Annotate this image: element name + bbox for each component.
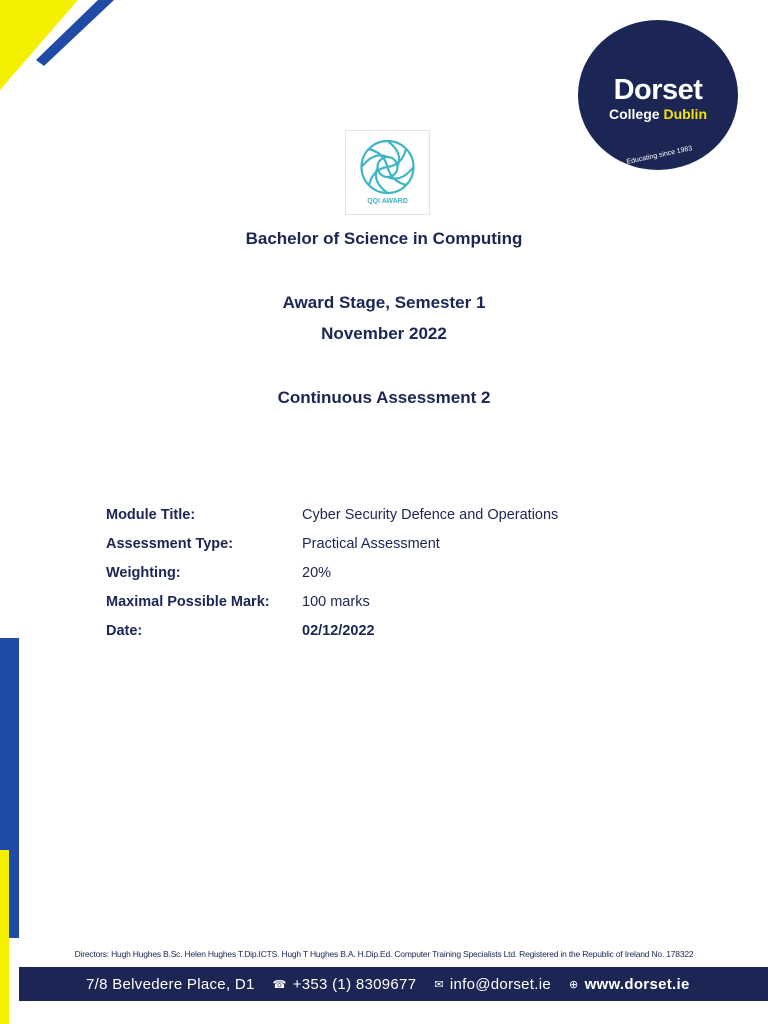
assessment-details [106, 500, 558, 645]
detail-value: Cyber Security Defence and Operations [302, 506, 559, 523]
detail-value: 100 marks [302, 593, 370, 610]
logo-wordmark: Dorset [613, 74, 703, 106]
mail-icon: ✉ [434, 978, 444, 991]
detail-row-max-mark [106, 587, 558, 616]
footer-address: 7/8 Belvedere Place, D1 [86, 975, 255, 993]
footer-phone: ☎ +353 (1) 8309677 [272, 975, 417, 993]
detail-label: Date: [106, 622, 143, 639]
left-accent-bar-yellow [0, 850, 9, 1024]
detail-row-module-title [106, 500, 558, 529]
footer-email[interactable]: ✉ info@dorset.ie [434, 975, 552, 993]
detail-row-date [106, 616, 558, 645]
detail-row-weighting [106, 558, 558, 587]
programme-title: Bachelor of Science in Computing [245, 229, 523, 248]
dorset-logo [578, 20, 738, 170]
detail-label: Weighting: [106, 564, 181, 581]
directors-notice: Directors: Hugh Hughes B.Sc. Helen Hughes T.Dip.ICTS. Hugh T Hughes B.A. H.Dip.Ed. Computer Training Specialists Ltd. Registered in the Republic of Ireland No. 178322 [74, 949, 694, 959]
detail-value: 02/12/2022 [302, 622, 375, 639]
detail-value: Practical Assessment [302, 535, 440, 552]
footer-contact-bar [19, 967, 768, 1001]
qqi-award-text: QQI AWARD [367, 198, 408, 205]
detail-label: Assessment Type: [106, 535, 234, 552]
award-stage: Award Stage, Semester 1 [282, 293, 486, 312]
exam-date: November 2022 [321, 324, 447, 343]
detail-label: Maximal Possible Mark: [106, 593, 270, 610]
logo-tagline: Educating since 1983 [626, 145, 693, 166]
detail-value: 20% [302, 564, 332, 581]
qqi-emblem-icon [346, 137, 429, 203]
assessment-title: Continuous Assessment 2 [277, 388, 491, 407]
phone-icon: ☎ [272, 978, 287, 991]
corner-decoration [0, 0, 130, 110]
logo-subtitle: College Dublin [608, 106, 707, 122]
footer-website[interactable]: ⊕ www.dorset.ie [569, 975, 690, 993]
qqi-award-badge [345, 130, 430, 215]
detail-row-assessment-type [106, 529, 558, 558]
globe-icon: ⊕ [569, 978, 579, 991]
detail-label: Module Title: [106, 506, 196, 523]
